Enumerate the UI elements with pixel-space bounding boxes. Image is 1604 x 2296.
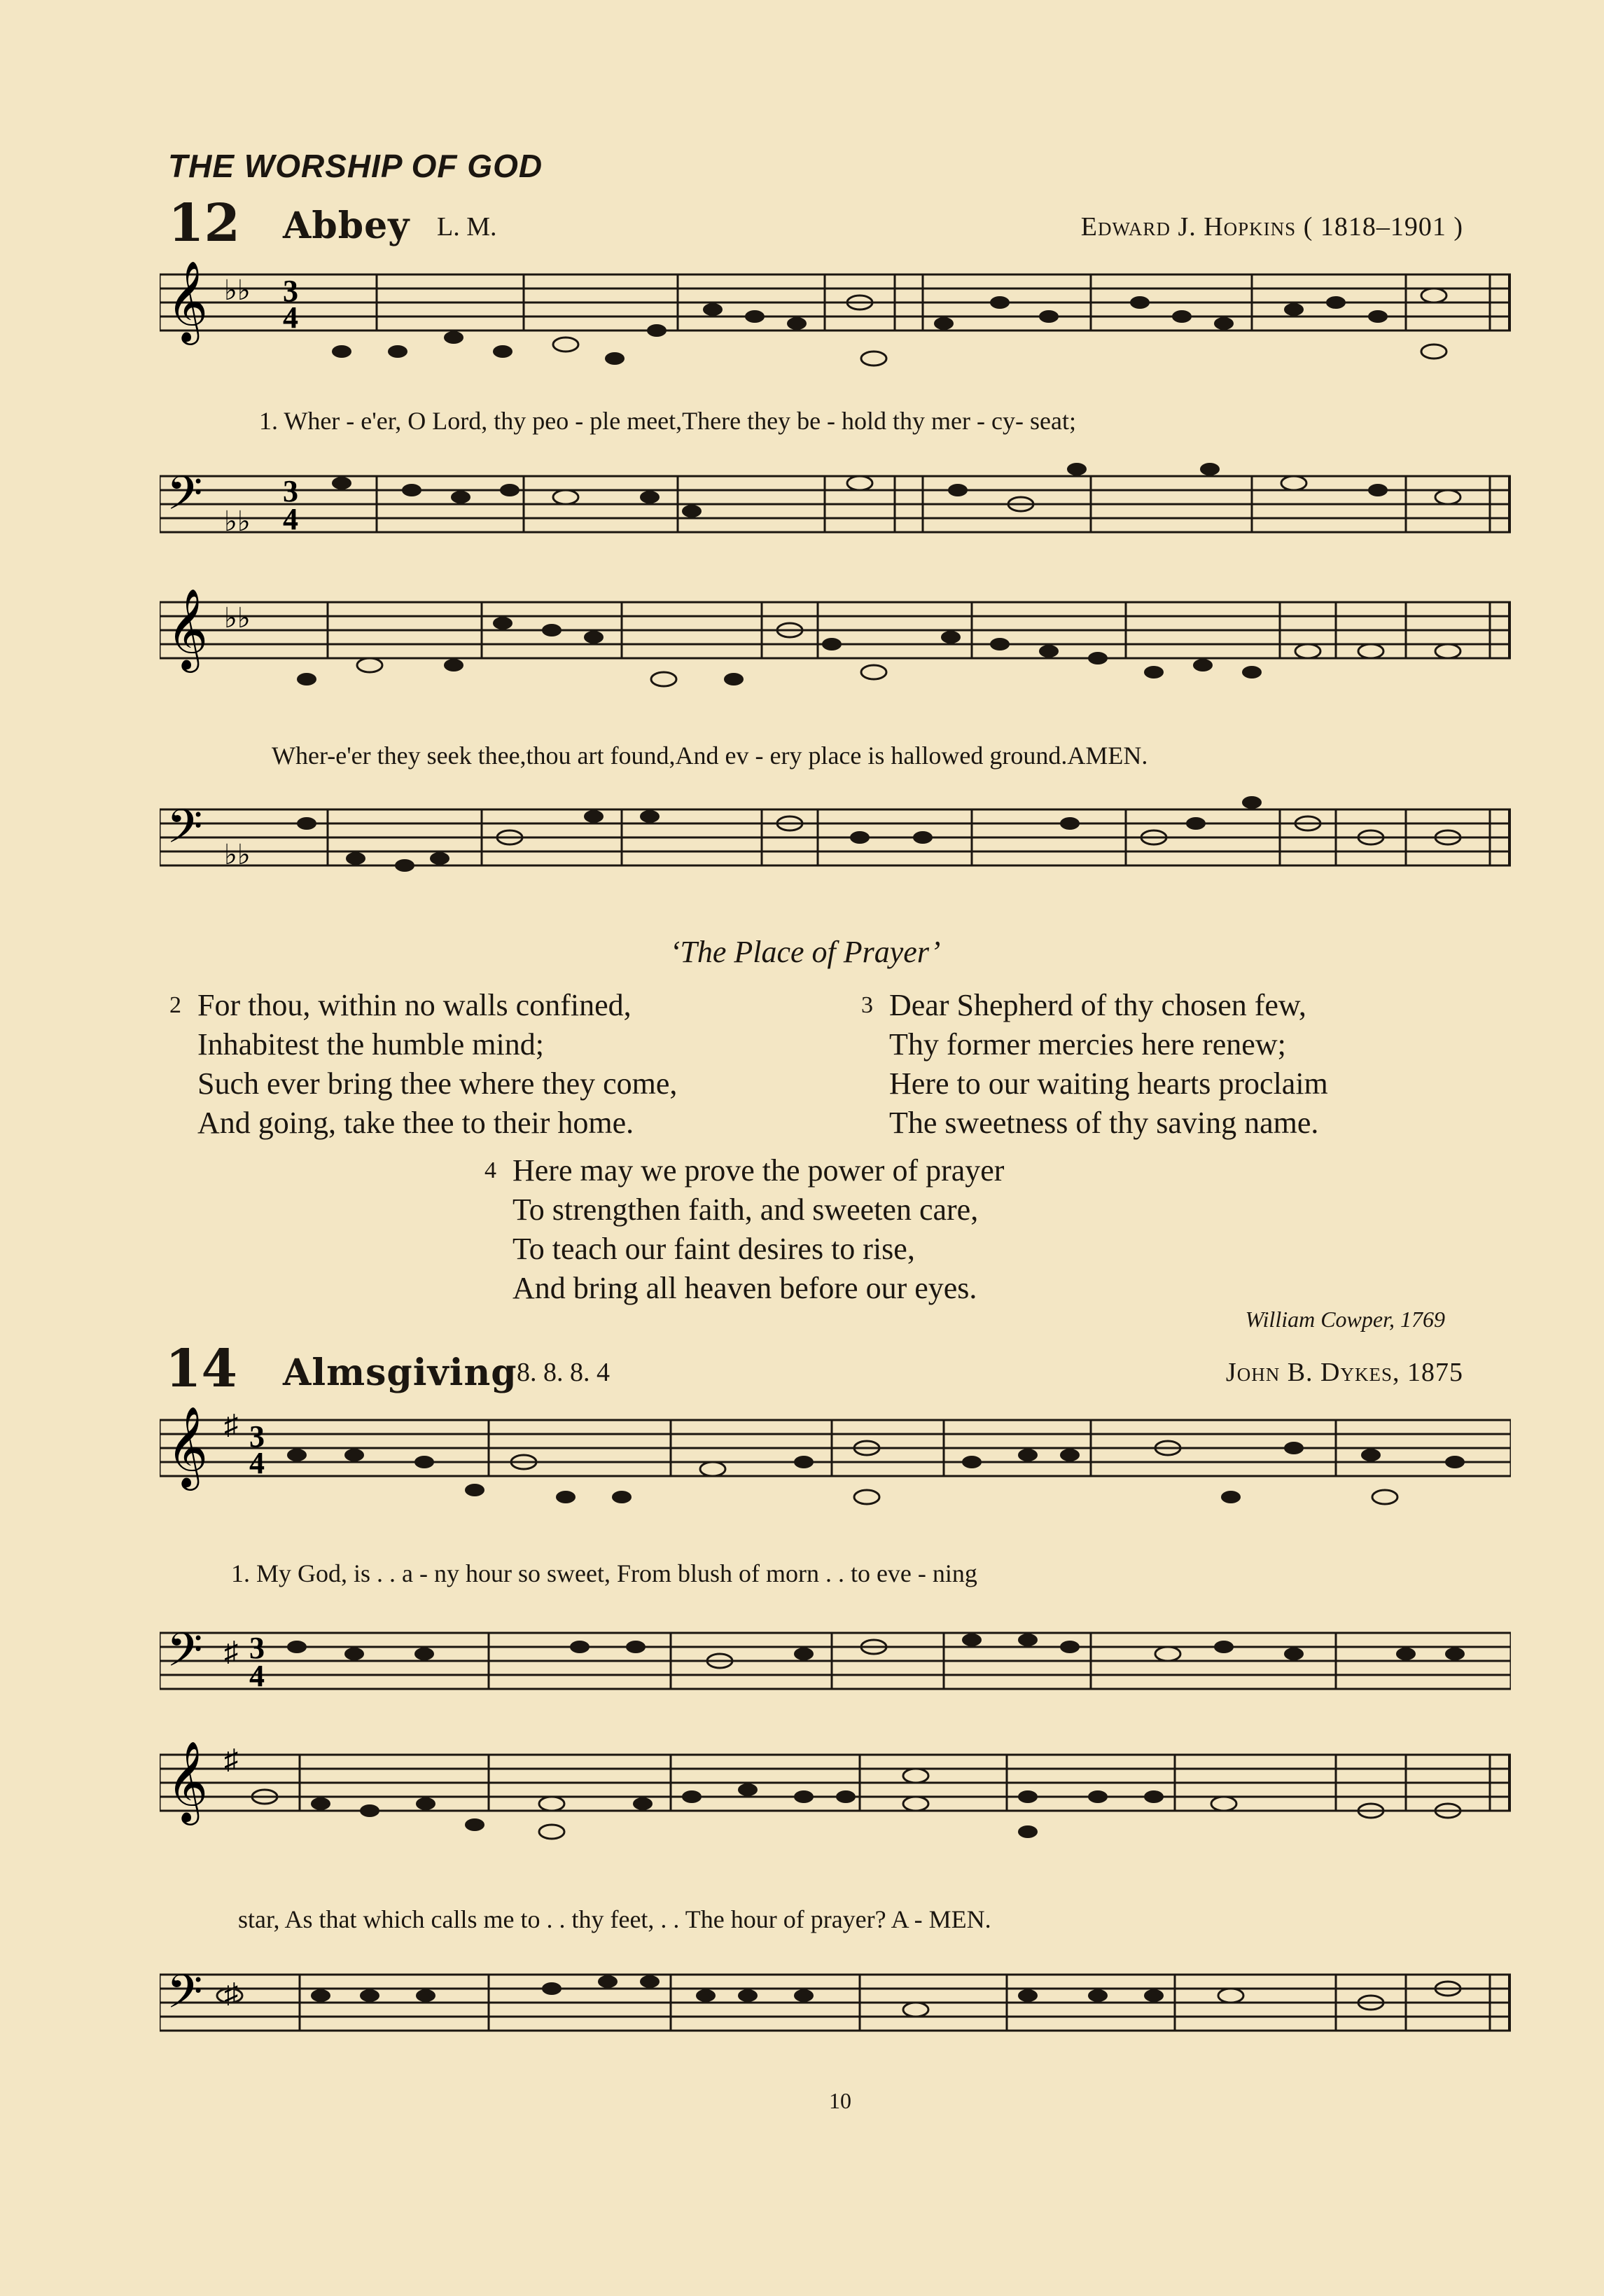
hymn-14-tune-name: Almsgiving <box>283 1351 517 1394</box>
svg-text:♭♭: ♭♭ <box>224 839 251 870</box>
hymn-12-verse-title: ‘The Place of Prayer’ <box>669 935 941 969</box>
hymn-14-system-2-treble-staff <box>160 1741 1511 1867</box>
svg-text:𝄢: 𝄢 <box>167 466 203 531</box>
stanza-number: 2 <box>169 992 181 1018</box>
stanza-line: The sweetness of thy saving name. <box>889 1106 1319 1140</box>
hymn-12-stanza-3 <box>861 986 1328 1143</box>
svg-text:4: 4 <box>283 502 298 536</box>
stanza-line: Dear Shepherd of thy chosen few, <box>889 988 1306 1022</box>
hymn-14-lyrics-line-1: 1. My God, is . . a - ny hour so sweet, From blush of morn . . to eve - ning <box>231 1559 977 1587</box>
stanza-line: And going, take thee to their home. <box>197 1106 634 1140</box>
stanza-line: For thou, within no walls confined, <box>197 988 632 1022</box>
svg-text:𝄢: 𝄢 <box>167 800 203 865</box>
stanza-line: Such ever bring thee where they come, <box>197 1066 678 1101</box>
stanza-line: Here to our waiting hearts proclaim <box>889 1066 1328 1101</box>
stanza-number: 4 <box>484 1157 496 1183</box>
svg-text:4: 4 <box>249 1446 265 1480</box>
hymn-14-composer: John B. Dykes, 1875 <box>1225 1358 1463 1387</box>
hymn-12-system-1-bass-staff <box>160 462 1511 560</box>
svg-text:3: 3 <box>249 1419 265 1454</box>
stanza-number: 3 <box>861 992 873 1018</box>
svg-text:𝄞: 𝄞 <box>167 1741 209 1822</box>
stanza-line: To strengthen faith, and sweeten care, <box>512 1192 979 1227</box>
svg-text:𝄞: 𝄞 <box>167 588 209 669</box>
svg-text:𝄢: 𝄢 <box>167 1623 203 1688</box>
hymn-14-system-2-bass-staff <box>160 1961 1511 2059</box>
svg-text:3: 3 <box>283 474 298 508</box>
hymn-14-number: 14 <box>165 1339 237 1399</box>
hymn-12-system-2-treble-staff <box>160 588 1511 714</box>
svg-text:♯: ♯ <box>224 1744 238 1775</box>
page-number: 10 <box>829 2088 851 2113</box>
hymn-14-meter: 8. 8. 8. 4 <box>517 1358 610 1387</box>
svg-text:♯: ♯ <box>224 1409 238 1440</box>
svg-text:4: 4 <box>249 1659 265 1693</box>
hymn-14-system-1-bass-staff <box>160 1619 1511 1717</box>
hymn-12-system-1-treble-staff <box>160 260 1511 401</box>
hymn-12-composer: Edward J. Hopkins ( 1818–1901 ) <box>1080 212 1463 242</box>
hymn-12-lyrics-line-1: 1. Wher - e'er, O Lord, thy peo - ple meet,There they be - hold thy mer - cy- seat; <box>259 407 1076 435</box>
svg-text:3: 3 <box>249 1631 265 1665</box>
svg-text:𝄞: 𝄞 <box>167 260 209 342</box>
stanza-line: Inhabitest the humble mind; <box>197 1027 544 1062</box>
svg-text:𝄢: 𝄢 <box>167 1965 203 2030</box>
hymn-12-stanza-2 <box>169 986 678 1143</box>
hymn-12-stanza-4 <box>484 1151 1005 1308</box>
svg-text:♭♭: ♭♭ <box>224 602 251 634</box>
hymn-12-meter: L. M. <box>437 212 497 242</box>
svg-text:𝄞: 𝄞 <box>167 1406 209 1487</box>
stanza-line: To teach our faint desires to rise, <box>512 1232 915 1266</box>
hymn-12-author: William Cowper, 1769 <box>1245 1307 1445 1332</box>
svg-text:♯: ♯ <box>224 1636 238 1667</box>
hymn-12-tune-name: Abbey <box>283 204 410 247</box>
svg-text:♯: ♯ <box>224 1977 238 2009</box>
hymn-14-lyrics-line-2: star, As that which calls me to . . thy feet, . . The hour of prayer? A - MEN. <box>238 1905 991 1933</box>
svg-text:♭♭: ♭♭ <box>224 274 251 306</box>
hymn-12-lyrics-line-2: Wher-e'er they seek thee,thou art found,And ev - ery place is hallowed ground.AMEN. <box>272 742 1148 770</box>
stanza-line: And bring all heaven before our eyes. <box>512 1271 977 1305</box>
svg-text:♭♭: ♭♭ <box>224 506 251 537</box>
hymn-12-system-2-bass-staff <box>160 795 1511 893</box>
hymn-12-number: 12 <box>168 193 240 253</box>
stanza-line: Here may we prove the power of prayer <box>512 1153 1005 1188</box>
section-heading: THE WORSHIP OF GOD <box>168 148 543 184</box>
stanza-line: Thy former mercies here renew; <box>889 1027 1286 1062</box>
svg-text:4: 4 <box>283 300 298 335</box>
hymn-14-system-1-treble-staff <box>160 1406 1511 1546</box>
svg-text:3: 3 <box>283 274 298 308</box>
